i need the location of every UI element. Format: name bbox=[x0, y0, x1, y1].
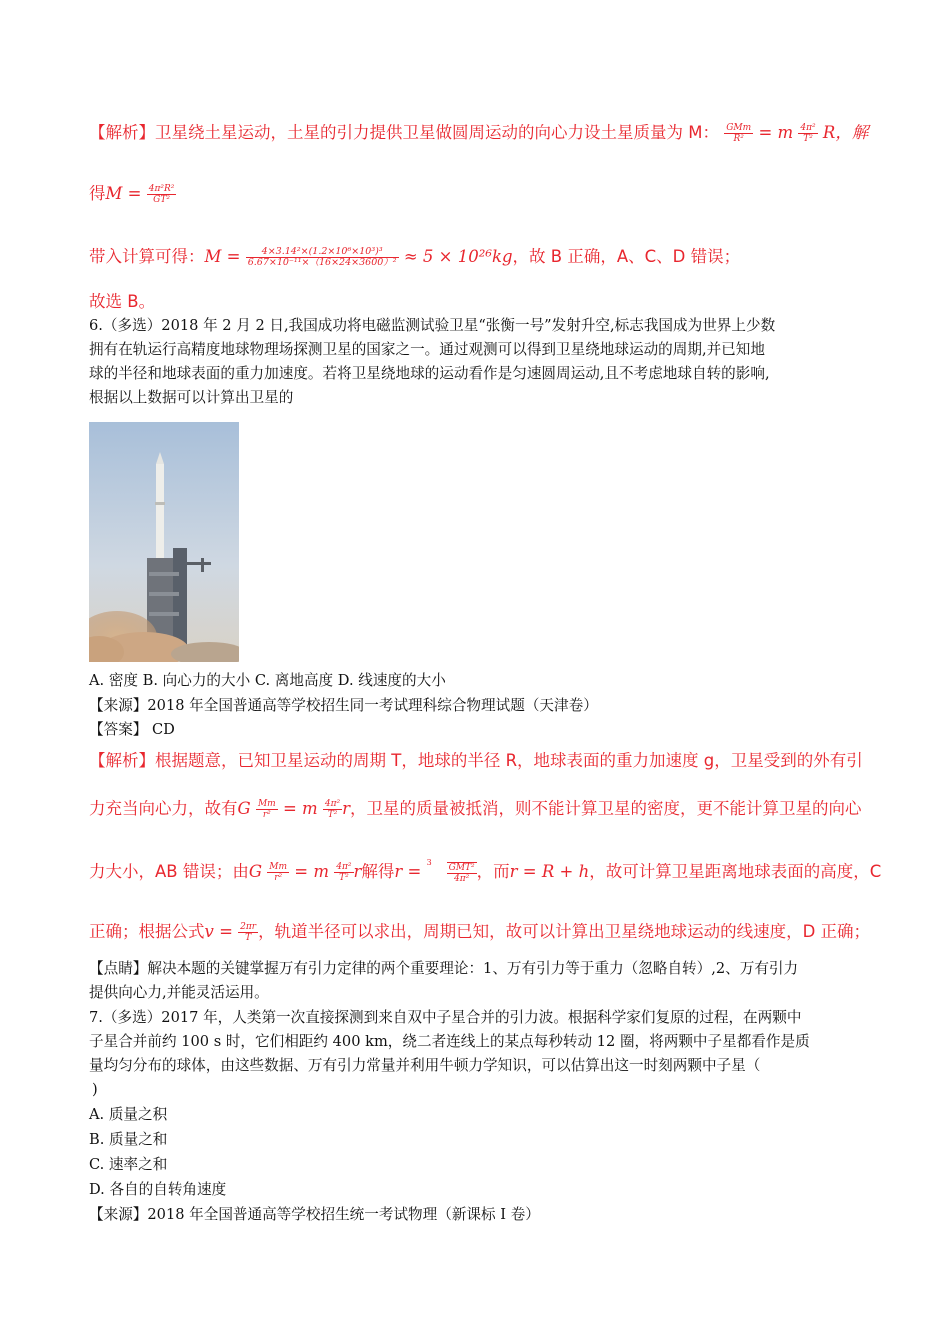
question6-line3: 球的半径和地球表面的重力加速度。若将卫星绕地球的运动看作是匀速圆周运动,且不考虑地球自转的影响, bbox=[89, 365, 770, 382]
solution6-line1: 【解析】根据题意，已知卫星运动的周期 T，地球的半径 R，地球表面的重力加速度 g，卫星受到的外有引 bbox=[89, 751, 863, 770]
question7-source: 【来源】2018 年全国普通高等学校招生统一考试物理（新课标 I 卷） bbox=[89, 1206, 540, 1223]
fraction: $\frac{Mm}{\text{r²}}$ bbox=[269, 862, 288, 883]
question7-line2: 子星合并前约 100 s 时，它们相距约 400 km，绕二者连线上的某点每秒转动 12 圈，将两颗中子星都看作是质 bbox=[89, 1033, 810, 1050]
fraction: $\frac{\text{4×3.14²×(1.2×10⁶×10³)³}}{\text{6.67×10⁻¹¹×（16×24×3600）²}}$ bbox=[247, 246, 397, 268]
rocket-launch-illustration bbox=[89, 422, 239, 662]
solution1-line4: 故选 B。 bbox=[89, 292, 156, 311]
fraction: $\frac{\text{4π²}}{\text{T²}}$ bbox=[324, 799, 341, 820]
cube-root: 3 $\frac{\text{GMT²}}{\text{4π²}}$ bbox=[426, 857, 475, 884]
question6-line4: 根据以上数据可以计算出卫星的 bbox=[89, 389, 294, 406]
question6-line2: 拥有在轨运行高精度地球物理场探测卫星的国家之一。通过观测可以得到卫星绕地球运动的周期,并已知地 bbox=[89, 341, 765, 358]
solution6-line4: 正确；根据公式v = $\frac{2\pi r}{T}$ ，轨道半径可以求出，周期已知，故可以计算出卫星绕地球运动的线速度，D 正确； bbox=[89, 922, 871, 943]
question6-answer: 【答案】 CD bbox=[89, 721, 175, 738]
solution1-line2: 得M = $\frac{\text{4π²R²}}{\text{GT²}}$ bbox=[89, 184, 175, 205]
comment6-line1: 【点睛】解决本题的关键掌握万有引力定律的两个重要理论：1、万有引力等于重力（忽略自转）,2、万有引力 bbox=[89, 960, 799, 977]
question7-line4: ) bbox=[92, 1081, 98, 1098]
fraction: $\frac{Mm}{\text{r²}}$ bbox=[257, 799, 276, 820]
question7-line1: 7.（多选）2017 年，人类第一次直接探测到来自双中子星合并的引力波。根据科学家们复原的过程，在两颗中 bbox=[89, 1009, 802, 1026]
question6-line1: 6.（多选）2018 年 2 月 2 日,我国成功将电磁监测试验卫星“张衡一号”发射升空,标志我国成为世界上少数 bbox=[89, 317, 776, 334]
question7-option-b: B. 质量之和 bbox=[89, 1131, 168, 1148]
solution6-line3: 力大小，AB 错误；由G $\frac{Mm}{\text{r²}}$ = m $\frac{\text{4π²}}{\text{T²}}$ r解得r = 3 $\frac{\text{GMT²}}{\text{4π²}}$ ，而r = R + h，故可计算卫星距离地球表面的高度，C bbox=[89, 857, 882, 884]
solution1-line3: 带入计算可得：M = $\frac{\text{4×3.14²×(1.2×10⁶×10³)³}}{\text{6.67×10⁻¹¹×（16×24×3600）²}}$ ≈ 5 × 10²⁶kg，故 B 正确，A、C、D 错误； bbox=[89, 246, 741, 268]
fraction: $\frac{\text{4π²}}{\text{T²}}$ bbox=[800, 123, 816, 144]
question7-option-a: A. 质量之积 bbox=[89, 1106, 168, 1123]
rocket-launch-photo bbox=[89, 422, 239, 662]
fraction: $\frac{2\pi r}{T}$ bbox=[240, 922, 257, 943]
solution6-line2: 力充当向心力，故有G $\frac{Mm}{\text{r²}}$ = m $\frac{\text{4π²}}{\text{T²}}$ r，卫星的质量被抵消，则不能计算卫星的密度，更不能计算卫星的向心 bbox=[89, 799, 862, 820]
solution-tag: 【解析】 bbox=[89, 123, 155, 142]
comment6-line2: 提供向心力,并能灵活运用。 bbox=[89, 984, 269, 1001]
fraction: $\frac{\text{4π²R²}}{\text{GT²}}$ bbox=[148, 184, 175, 205]
fraction: $\frac{\text{4π²}}{\text{T²}}$ bbox=[336, 862, 352, 883]
question7-option-d: D. 各自的自转角速度 bbox=[89, 1181, 227, 1198]
question6-options: A. 密度 B. 向心力的大小 C. 离地高度 D. 线速度的大小 bbox=[89, 672, 446, 689]
fraction: $\frac{\text{GMm}}{\text{R²}}$ bbox=[726, 123, 752, 144]
question6-source: 【来源】2018 年全国普通高等学校招生同一考试理科综合物理试题（天津卷） bbox=[89, 697, 598, 714]
question7-option-c: C. 速率之和 bbox=[89, 1156, 168, 1173]
solution1-line1: 【解析】卫星绕土星运动，土星的引力提供卫星做圆周运动的向心力设土星质量为 M： $\frac{\text{GMm}}{\text{R²}}$ = m $\frac{\text{4π²}}{\text{T²}}$ R，解 bbox=[89, 123, 869, 144]
question7-line3: 量均匀分布的球体，由这些数据、万有引力常量并利用牛顿力学知识，可以估算出这一时刻两颗中子星（ bbox=[89, 1057, 761, 1074]
